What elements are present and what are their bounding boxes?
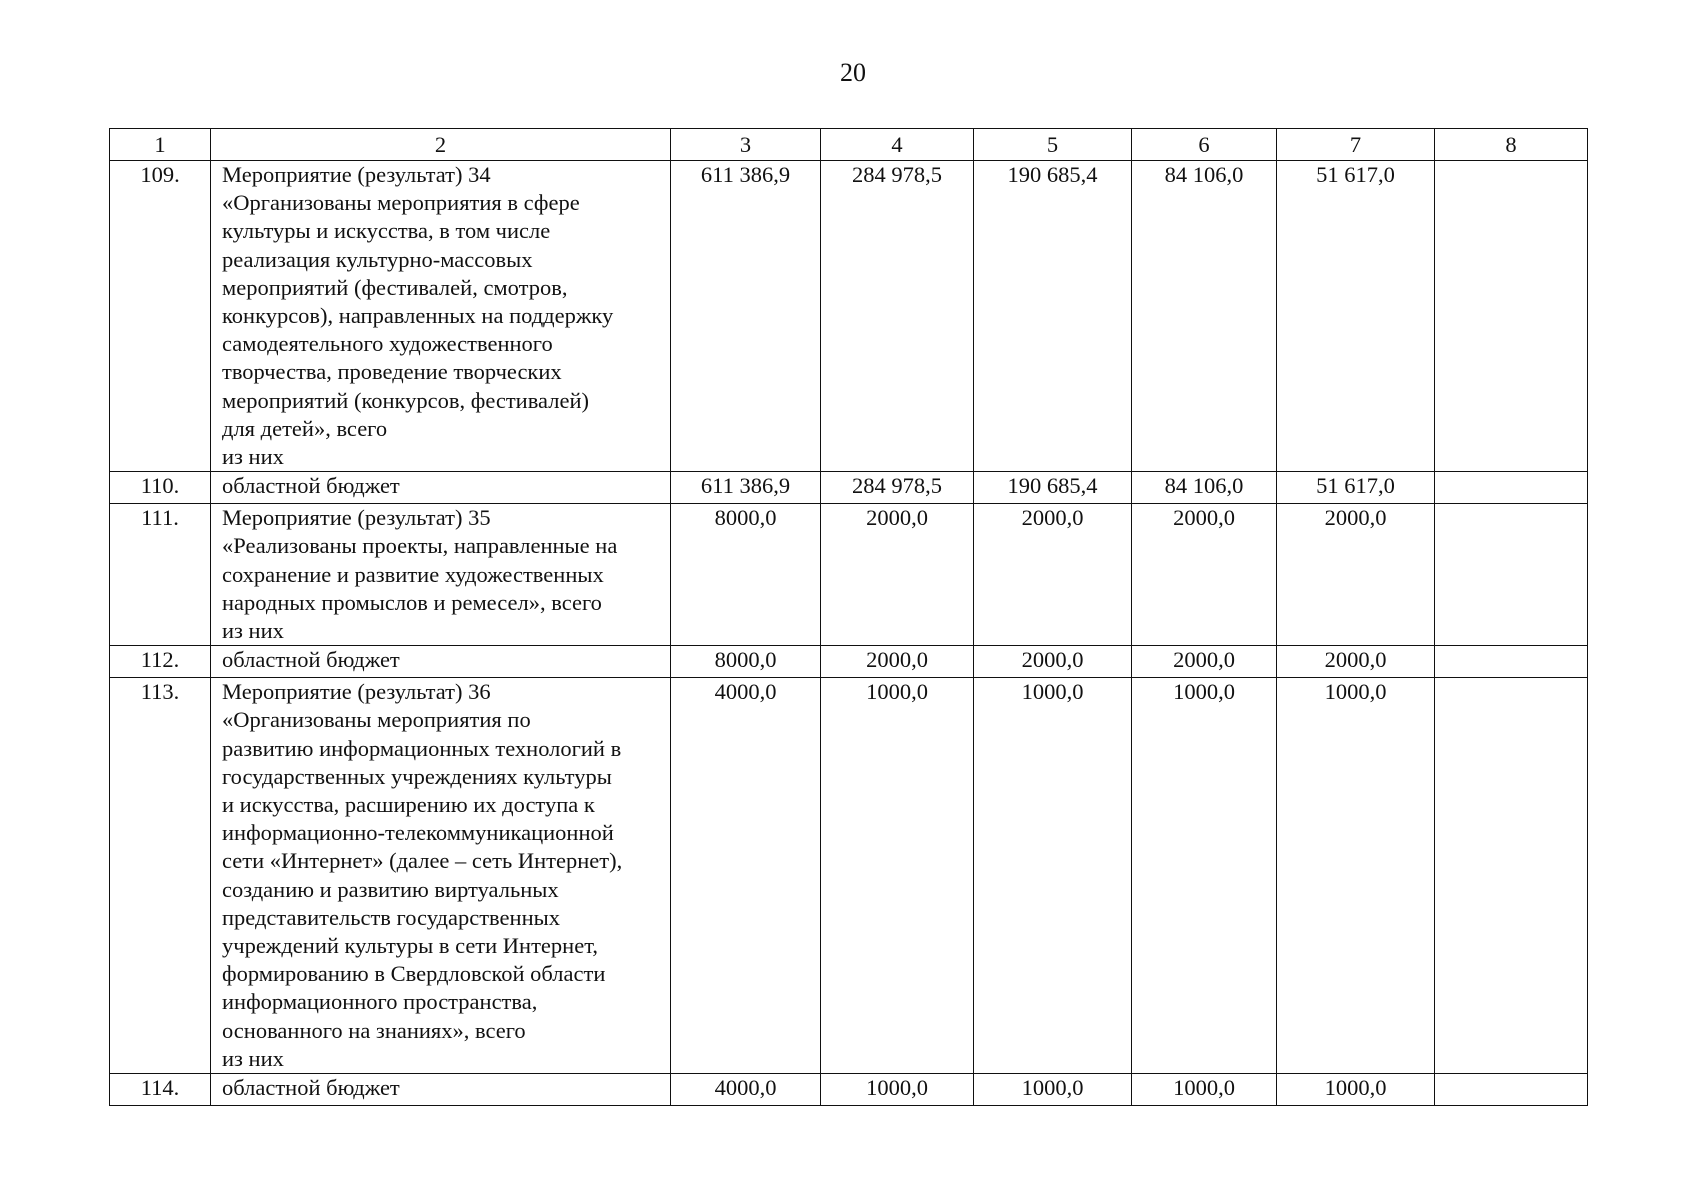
description-line: народных промыслов и ремесел», всего (222, 589, 602, 615)
description-line: созданию и развитию виртуальных (222, 876, 559, 902)
column-header: 1 (110, 129, 211, 161)
value-cell-c7: 1000,0 (1277, 1074, 1435, 1106)
table-header (110, 129, 1588, 161)
budget-table (109, 128, 1588, 1106)
value-cell-c6: 84 106,0 (1132, 161, 1277, 472)
row-description (211, 678, 671, 1074)
row-description (211, 161, 671, 472)
column-header: 3 (671, 129, 821, 161)
description-line: и искусства, расширению их доступа к (222, 792, 595, 818)
table-row (110, 504, 1588, 646)
description-line: формированию в Свердловской области (222, 961, 606, 987)
description-line: Мероприятие (результат) 36 (222, 679, 491, 705)
row-number: 110. (110, 472, 211, 504)
value-cell-c4: 2000,0 (821, 504, 974, 646)
value-cell-c7: 2000,0 (1277, 646, 1435, 678)
description-line: основанного на знаниях», всего (222, 1017, 526, 1043)
row-description (211, 646, 671, 678)
description-line: информационного пространства, (222, 989, 538, 1015)
description-line: самодеятельного художественного (222, 331, 553, 357)
description-line: «Организованы мероприятия по (222, 707, 531, 733)
value-cell-c4: 2000,0 (821, 646, 974, 678)
value-cell-c7: 1000,0 (1277, 678, 1435, 1074)
row-number: 112. (110, 646, 211, 678)
column-header: 2 (211, 129, 671, 161)
value-cell-c5: 1000,0 (974, 678, 1132, 1074)
table-row (110, 1074, 1588, 1106)
value-cell-c6: 1000,0 (1132, 678, 1277, 1074)
value-cell-c7: 51 617,0 (1277, 161, 1435, 472)
description-line: Мероприятие (результат) 34 (222, 162, 491, 187)
description-line: творчества, проведение творческих (222, 359, 562, 385)
value-cell-c3: 8000,0 (671, 646, 821, 678)
column-header: 8 (1435, 129, 1588, 161)
column-header: 5 (974, 129, 1132, 161)
description-line: сети «Интернет» (далее – сеть Интернет), (222, 848, 623, 874)
value-cell-c6: 2000,0 (1132, 646, 1277, 678)
column-header: 4 (821, 129, 974, 161)
value-cell-c5: 190 685,4 (974, 161, 1132, 472)
description-line: «Реализованы проекты, направленные на (222, 533, 618, 559)
value-cell-c8 (1435, 678, 1588, 1074)
description-line: культуры и искусства, в том числе (222, 218, 551, 244)
table-row (110, 472, 1588, 504)
value-cell-c5: 190 685,4 (974, 472, 1132, 504)
row-description (211, 1074, 671, 1106)
header-row (110, 129, 1588, 161)
value-cell-c8 (1435, 161, 1588, 472)
value-cell-c6: 2000,0 (1132, 504, 1277, 646)
description-line: «Организованы мероприятия в сфере (222, 190, 580, 216)
table-row (110, 646, 1588, 678)
row-number: 111. (110, 504, 211, 646)
row-description (211, 472, 671, 504)
description-line: государственных учреждениях культуры (222, 763, 612, 789)
description-line: для детей», всего (222, 415, 388, 441)
value-cell-c8 (1435, 504, 1588, 646)
description-line: учреждений культуры в сети Интернет, (222, 933, 598, 959)
description-line: информационно-телекоммуникационной (222, 820, 614, 846)
value-cell-c7: 2000,0 (1277, 504, 1435, 646)
value-cell-c8 (1435, 472, 1588, 504)
column-header: 6 (1132, 129, 1277, 161)
description-line: из них (222, 618, 284, 644)
value-cell-c4: 284 978,5 (821, 472, 974, 504)
value-cell-c4: 1000,0 (821, 1074, 974, 1106)
value-cell-c6: 1000,0 (1132, 1074, 1277, 1106)
value-cell-c6: 84 106,0 (1132, 472, 1277, 504)
value-cell-c8 (1435, 1074, 1588, 1106)
value-cell-c3: 4000,0 (671, 1074, 821, 1106)
value-cell-c3: 4000,0 (671, 678, 821, 1074)
column-header: 7 (1277, 129, 1435, 161)
description-line: конкурсов), направленных на поддержку (222, 303, 614, 329)
description-line: реализация культурно-массовых (222, 246, 533, 272)
description-line: из них (222, 1045, 284, 1071)
value-cell-c4: 1000,0 (821, 678, 974, 1074)
table-row (110, 161, 1588, 472)
description-line: сохранение и развитие художественных (222, 561, 604, 587)
value-cell-c8 (1435, 646, 1588, 678)
value-cell-c5: 1000,0 (974, 1074, 1132, 1106)
description-line: развитию информационных технологий в (222, 735, 622, 761)
description-line: областной бюджет (222, 473, 400, 499)
value-cell-c3: 611 386,9 (671, 472, 821, 504)
description-line: из них (222, 444, 284, 470)
description-line: областной бюджет (222, 1075, 400, 1101)
value-cell-c3: 8000,0 (671, 504, 821, 646)
row-number: 114. (110, 1074, 211, 1106)
table-row (110, 678, 1588, 1074)
value-cell-c5: 2000,0 (974, 504, 1132, 646)
row-number: 113. (110, 678, 211, 1074)
description-line: представительств государственных (222, 904, 560, 930)
value-cell-c4: 284 978,5 (821, 161, 974, 472)
description-line: мероприятий (конкурсов, фестивалей) (222, 387, 589, 413)
table-body (110, 161, 1588, 1106)
value-cell-c7: 51 617,0 (1277, 472, 1435, 504)
row-description (211, 504, 671, 646)
description-line: областной бюджет (222, 647, 400, 673)
row-number: 109. (110, 161, 211, 472)
description-line: Мероприятие (результат) 35 (222, 505, 491, 531)
page-number: 20 (840, 58, 866, 87)
description-line: мероприятий (фестивалей, смотров, (222, 274, 568, 300)
value-cell-c3: 611 386,9 (671, 161, 821, 472)
value-cell-c5: 2000,0 (974, 646, 1132, 678)
